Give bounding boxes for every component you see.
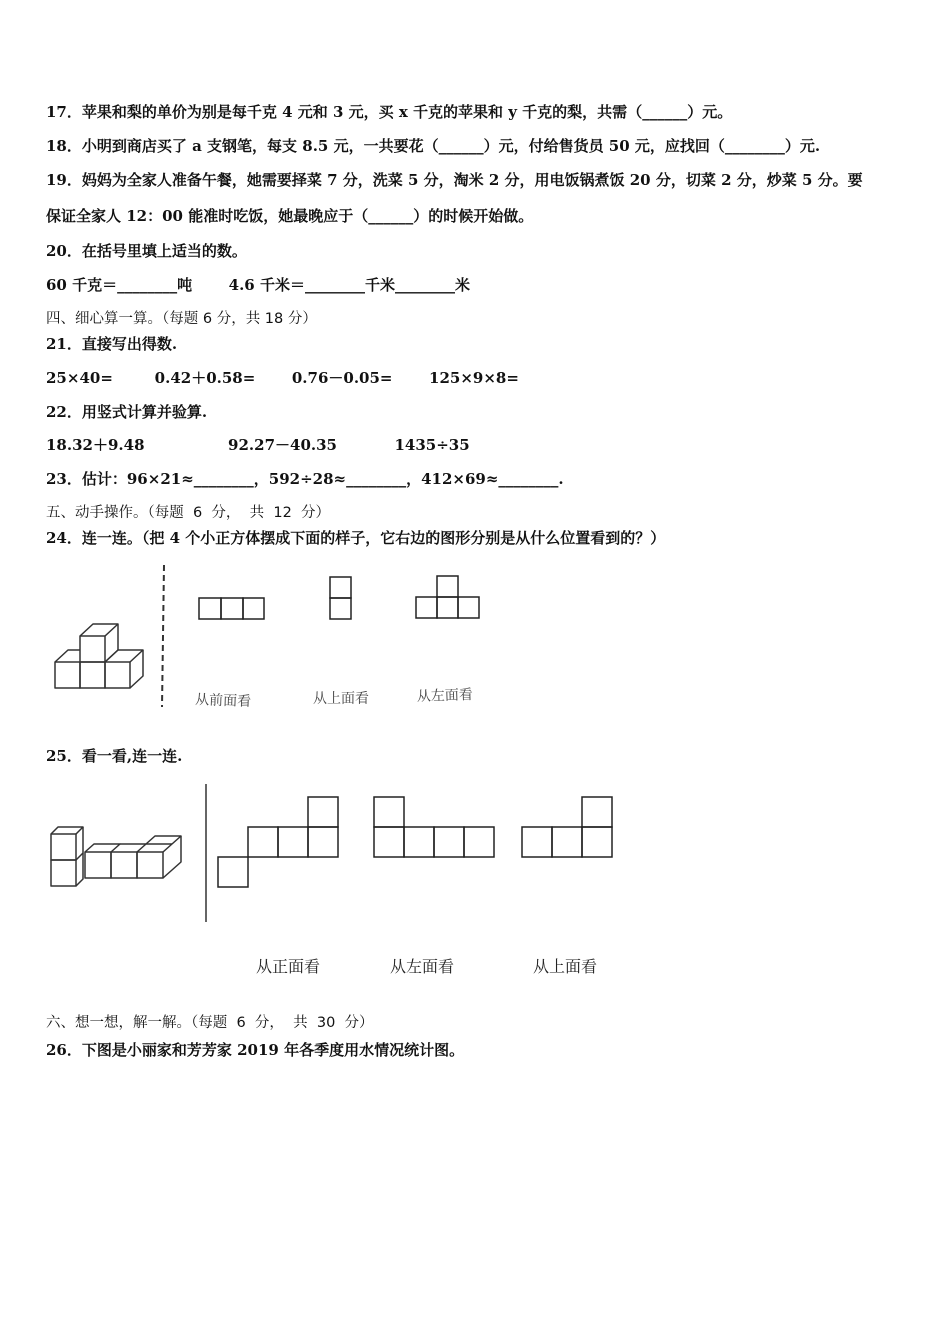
q25-label-top: 从上面看 <box>533 957 598 976</box>
q25-view-staircase <box>218 797 338 887</box>
question-20-items: 60 千克＝________吨 4.6 千米＝________千米________米 <box>46 276 470 294</box>
section-4-heading: 四、细心算一算。（每题 6 分，共 18 分） <box>46 311 317 327</box>
question-19-line1: 19．妈妈为全家人准备午餐，她需要择菜 7 分，洗菜 5 分，淘米 2 分，用电饭锅煮饭 20 分，切菜 2 分，炒菜 5 分。要 <box>46 171 863 189</box>
question-25: 25．看一看,连一连. <box>46 747 183 765</box>
q24-dashed-divider <box>162 565 164 707</box>
q24-view-two-stacked <box>330 577 351 619</box>
section-6-heading: 六、想一想，解一解。（每题 6 分， 共 30 分） <box>46 1015 374 1031</box>
question-26: 26．下图是小丽家和芳芳家 2019 年各季度用水情况统计图。 <box>46 1041 465 1059</box>
q24-view-three-in-row <box>199 598 264 619</box>
q25-cube-arrangement-figure <box>51 827 181 886</box>
q25-label-left: 从左面看 <box>390 957 455 976</box>
section-5-heading: 五、动手操作。（每题 6 分， 共 12 分） <box>46 505 331 521</box>
q24-label-top: 从上面看 <box>313 691 369 707</box>
question-21: 21．直接写出得数. <box>46 335 178 353</box>
q24-view-t-shape <box>416 576 479 618</box>
question-18: 18．小明到商店买了 a 支钢笔，每支 8.5 元，一共要花（______）元，付给售货员 50 元，应找回（________）元. <box>46 137 821 155</box>
q25-view-l-shape-right <box>522 797 612 857</box>
question-22: 22．用竖式计算并验算. <box>46 403 208 421</box>
question-17: 17．苹果和梨的单价为别是每千克 4 元和 3 元，买 x 千克的苹果和 y 千克的梨，共需（______）元。 <box>46 103 733 121</box>
question-23: 23．估计：96×21≈________，592÷28≈________，412×69≈________. <box>46 470 564 488</box>
question-21-items: 25×40= 0.42＋0.58= 0.76－0.05= 125×9×8= <box>46 369 519 387</box>
q24-cube-stack-figure <box>55 624 143 688</box>
question-19-line2: 保证全家人 12：00 能准时吃饭，她最晚应于（______）的时候开始做。 <box>46 207 534 225</box>
q25-label-front: 从正面看 <box>256 957 321 976</box>
question-24: 24．连一连。（把 4 个小正方体摆成下面的样子，它右边的图形分别是从什么位置看到的？） <box>46 529 666 547</box>
q24-label-left: 从左面看 <box>416 687 474 705</box>
question-20: 20．在括号里填上适当的数。 <box>46 242 247 260</box>
question-22-items: 18.32＋9.48 92.27－40.35 1435÷35 <box>46 436 470 454</box>
q24-label-front: 从前面看 <box>194 692 252 710</box>
q25-view-l-shape-left <box>374 797 494 857</box>
